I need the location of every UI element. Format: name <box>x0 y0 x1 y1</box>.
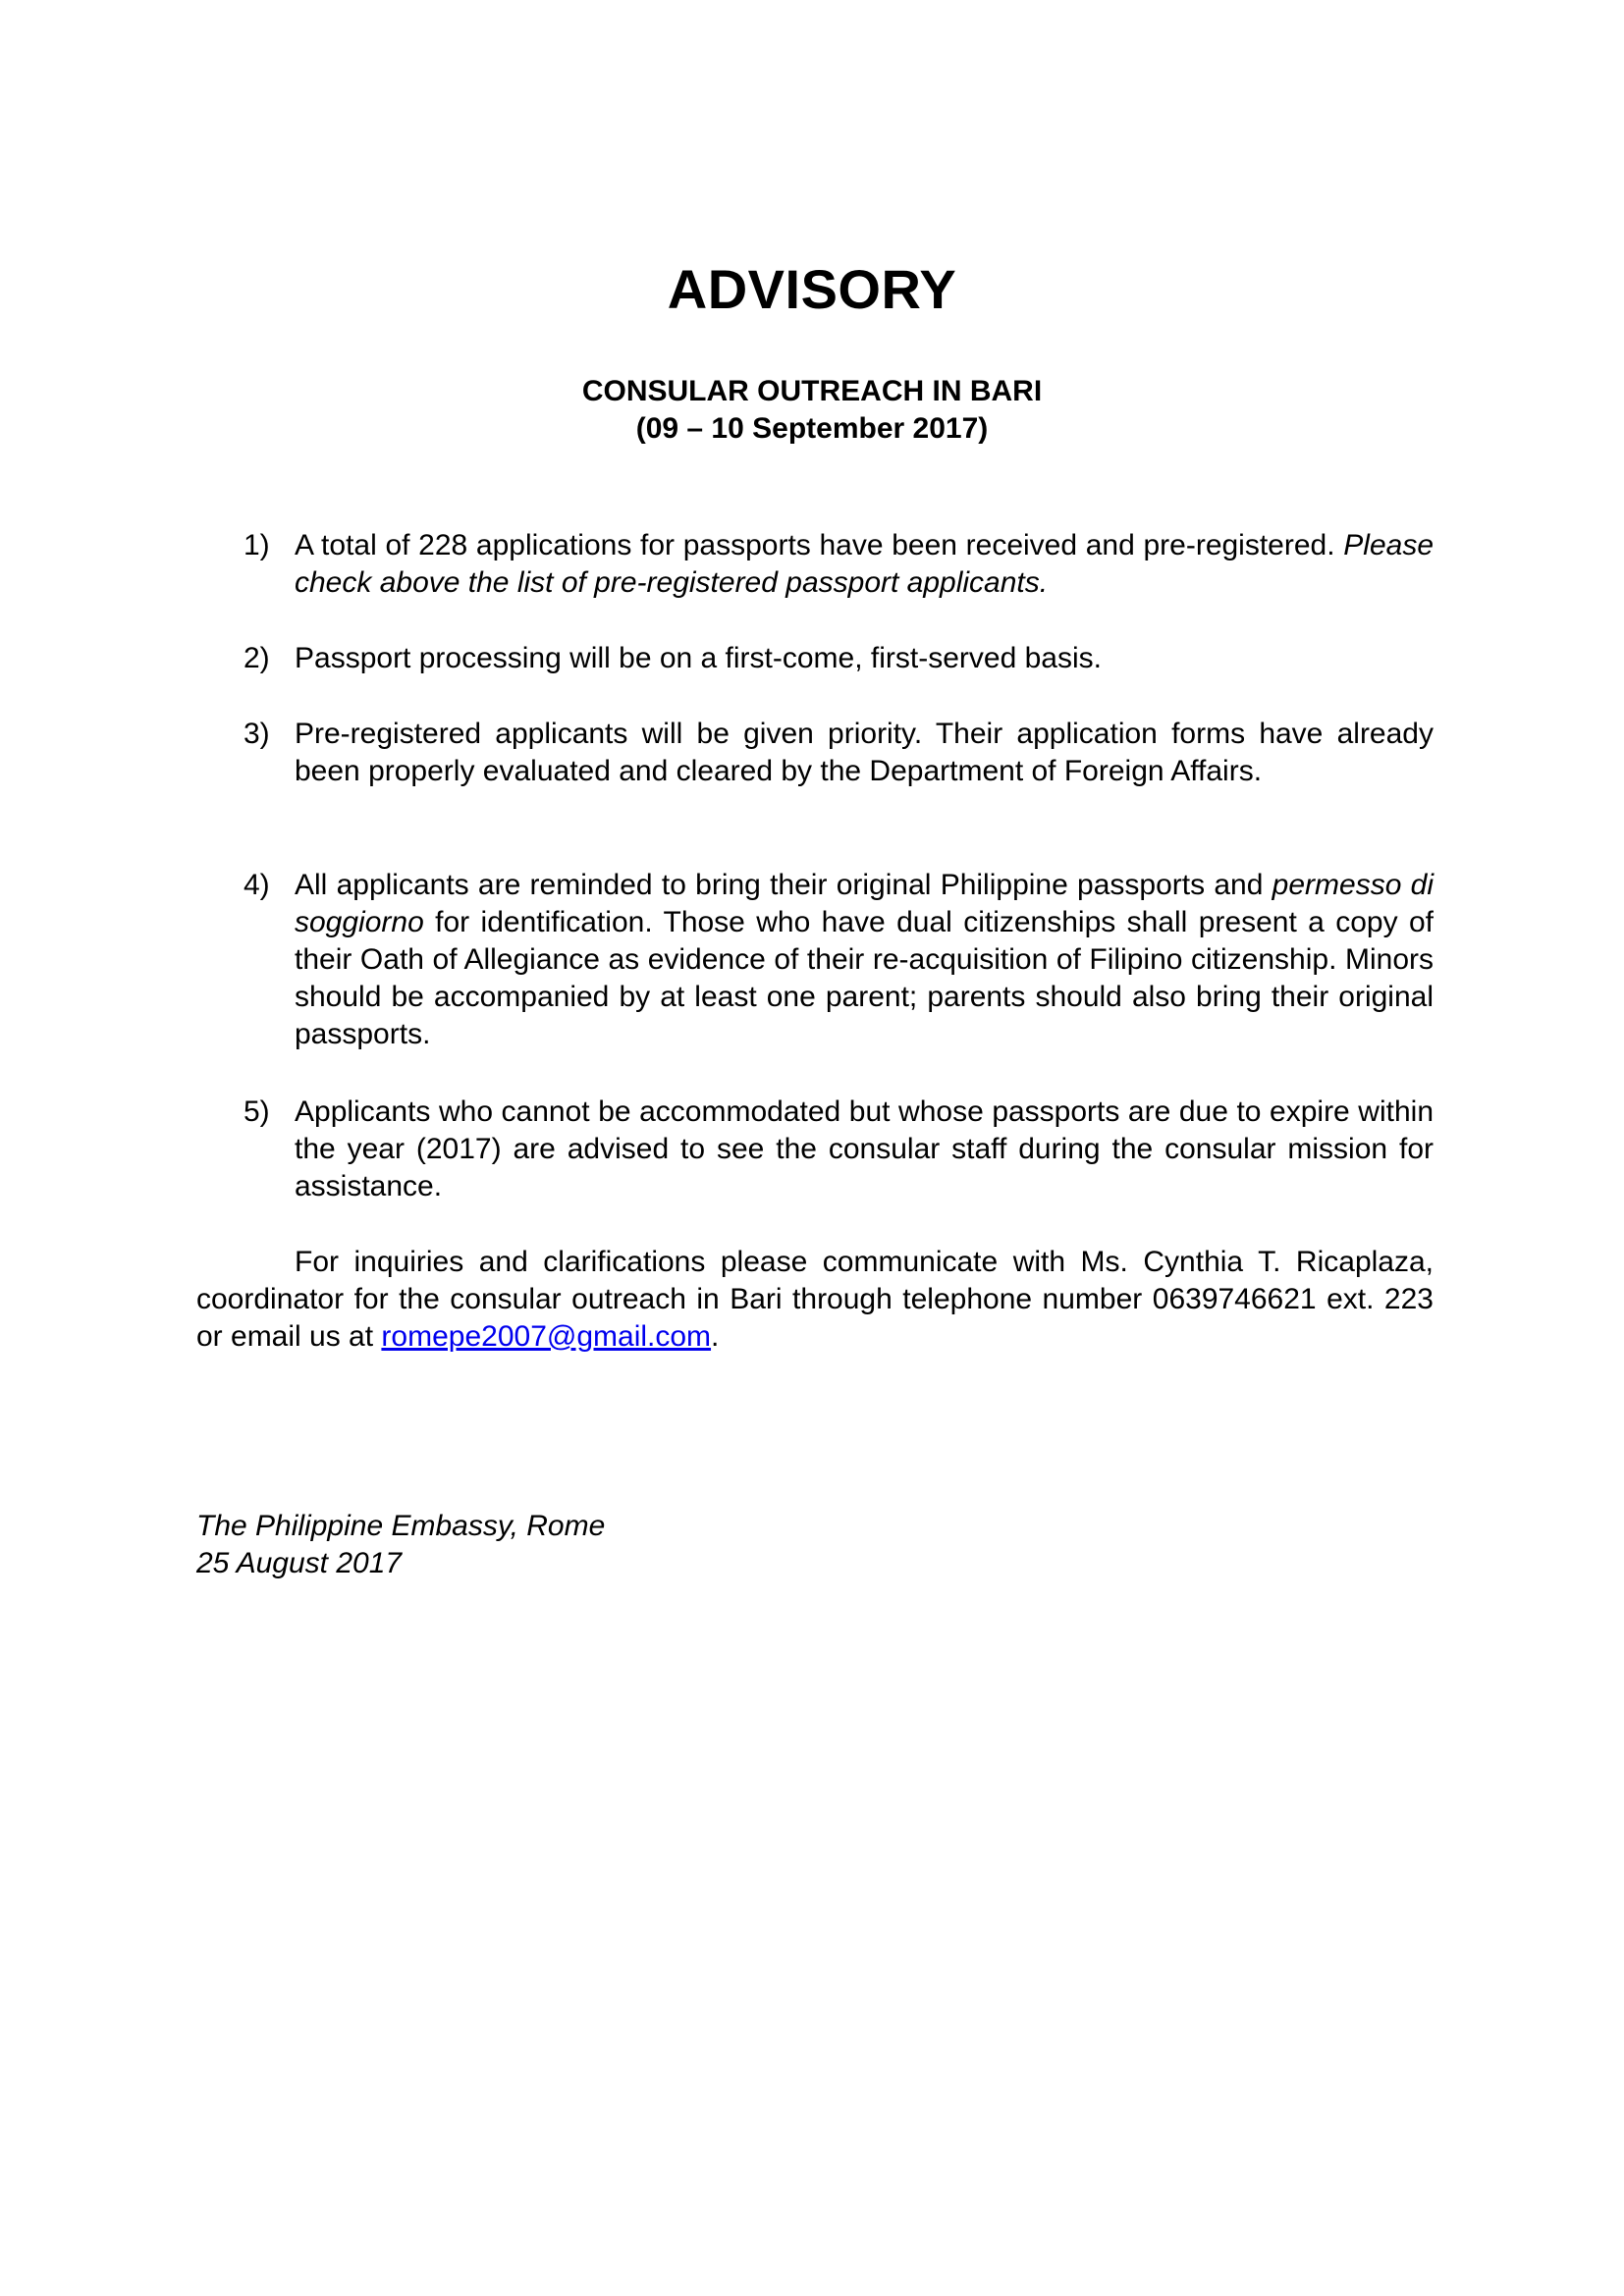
subtitle-line-1: CONSULAR OUTREACH IN BARI <box>581 375 1043 407</box>
email-link[interactable]: romepe2007@gmail.com <box>381 1320 712 1353</box>
list-item-3 <box>244 716 1434 790</box>
list-item-1 <box>244 527 1434 602</box>
list-item-text: All applicants are reminded to bring their original Philippine passports and permesso di soggiorno for identification. Those who have dual citizenships shall present a copy of their Oath of Allegiance as evidence of their re-acquisition of Filipino citizenship. Minors should be accompanied by at least one parent; parents should also bring their original passports. <box>295 869 1434 1050</box>
inquiry-paragraph: For inquiries and clarifications please communicate with Ms. Cynthia T. Ricaplaza, coordinator for the consular outreach in Bari through telephone number 0639746621 ext. 223 or email us at romepe2007@gmail.com. <box>196 1246 1434 1353</box>
signature-org: The Philippine Embassy, Rome <box>196 1510 606 1542</box>
signature <box>196 1508 605 1582</box>
list-item-italic-text: Please check above the list of pre-registered passport applicants. <box>295 529 1435 599</box>
list-item-4 <box>244 867 1434 1053</box>
list-item-5 <box>244 1094 1434 1205</box>
page-subtitle <box>0 373 1624 448</box>
list-item-number: 2) <box>244 642 270 674</box>
list-item-text: A total of 228 applications for passports have been received and pre-registered. Please check above the list of pre-registered passport applicants. <box>295 529 1435 599</box>
subtitle-line-2: (09 – 10 September 2017) <box>635 412 989 445</box>
signature-date: 25 August 2017 <box>196 1547 403 1579</box>
list-item-number: 1) <box>244 529 270 561</box>
list-item-italic-text: permesso di soggiorno <box>295 869 1434 938</box>
list-item-number: 4) <box>244 869 270 901</box>
list-item-number: 3) <box>244 718 270 750</box>
list-item-number: 5) <box>244 1095 270 1128</box>
page-title: ADVISORY <box>667 258 957 320</box>
list-item-2 <box>244 640 1434 677</box>
list-item-text: Pre-registered applicants will be given priority. Their application forms have already been properly evaluated and cleared by the Department of Foreign Affairs. <box>295 718 1434 787</box>
list-item-text: Passport processing will be on a first-come, first-served basis. <box>295 642 1102 674</box>
list-item-text: Applicants who cannot be accommodated but whose passports are due to expire within the year (2017) are advised to see the consular staff during the consular mission for assistance. <box>295 1095 1434 1202</box>
